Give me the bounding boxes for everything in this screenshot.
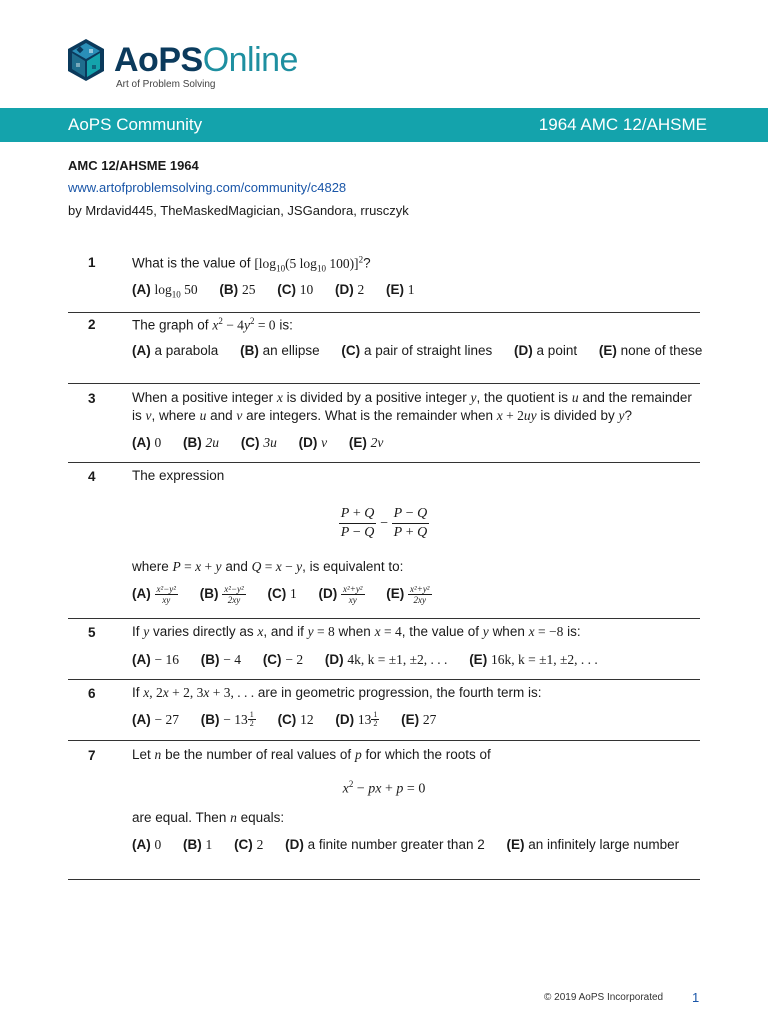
contest-heading: AMC 12/AHSME 1964: [68, 158, 199, 173]
problem-1-options: [132, 282, 433, 300]
contest-title: 1964 AMC 12/AHSME: [538, 115, 707, 134]
problem-2-options: [132, 343, 702, 358]
option-a: (A) a parabola: [132, 343, 219, 358]
copyright: © 2019 AoPS Incorporated: [544, 992, 664, 1003]
problem-number: 6: [88, 686, 96, 701]
option-b: (B) − 13 $\frac{1}{2}$: [200, 710, 254, 728]
option-b: (B) an ellipse: [240, 343, 320, 358]
authors-line: by Mrdavid445, TheMaskedMagician, JSGandora, rrusczyk: [68, 203, 409, 218]
problem-5-options: [132, 652, 616, 668]
option-a: (A) 0: [132, 435, 162, 450]
option-c: (C) a pair of straight lines: [341, 343, 493, 358]
logo-wordmark: AoPSOnline: [114, 41, 298, 79]
option-e: (E) 2v: [348, 435, 384, 450]
option-b: (B) 1: [183, 837, 213, 852]
problem-7-stem: Let n be the number of real values of p for which the roots of: [132, 747, 491, 762]
problem-number: 4: [88, 469, 96, 484]
page-number: 1: [692, 990, 700, 1005]
problem-number: 5: [88, 625, 96, 640]
problem-1-stem: What is the value of [$\log_{10}(5$ $\log_{10} 100)]^2$?: [132, 254, 371, 274]
option-e: (E) none of these: [598, 343, 703, 358]
option-e: (E) an infinitely large number: [506, 837, 680, 852]
option-d: (D) $\frac{\text{x²+y²}}{xy}$: [318, 584, 363, 605]
option-a: (A) − 27: [132, 712, 180, 727]
option-b: (B) − 4: [200, 652, 242, 667]
option-d: (D) a finite number greater than 2: [285, 837, 485, 852]
divider: [68, 312, 700, 313]
problem-6-options: [132, 711, 454, 728]
divider: [68, 383, 700, 384]
option-d: (D) 4k, k = ±1, ±2, . . .: [324, 652, 448, 667]
divider: [68, 679, 700, 680]
divider: [68, 462, 700, 463]
option-d: (D) a point: [514, 343, 578, 358]
problem-number: 2: [88, 317, 96, 332]
option-e: (E) 16k, k = ±1, ±2, . . .: [469, 652, 598, 667]
header-bar: [0, 108, 768, 142]
community-title[interactable]: AoPS Community: [68, 115, 203, 134]
option-a: (A) 0: [132, 837, 162, 852]
divider: [68, 740, 700, 741]
problem-4-options: [132, 584, 450, 605]
cube-logo-icon: [66, 37, 106, 83]
option-a: (A) − 16: [132, 652, 180, 667]
problem-7-options: [132, 837, 679, 853]
problem-number: 1: [88, 255, 96, 270]
problem-3-options: [132, 435, 401, 451]
option-a: (A) $\frac{\text{x²−y²}}{xy}$: [132, 584, 176, 605]
option-d: (D) v: [298, 435, 328, 450]
aops-logo: [66, 37, 316, 93]
problem-3-stem-line2: is v, where u and v are integers. What is the remainder when x + 2uy is divided by y?: [132, 408, 632, 423]
option-b: (B) 2u: [183, 435, 220, 450]
option-d: (D) 2: [334, 282, 365, 297]
option-e: (E) $\frac{\text{x²+y²}}{2xy}$: [386, 584, 430, 605]
problem-number: 7: [88, 748, 96, 763]
option-b: (B) 25: [219, 282, 256, 297]
problem-7-equation: $x^2$ − px + p = 0: [342, 779, 426, 797]
option-d: (D) 13 $\frac{1}{2}$: [335, 710, 378, 728]
option-e: (E) 27: [401, 712, 437, 727]
option-c: (C) − 2: [262, 652, 304, 667]
option-c: (C) 12: [277, 712, 314, 727]
divider: [68, 879, 700, 880]
option-b: (B) $\frac{\text{x²−y²}}{2xy}$: [199, 584, 244, 605]
problem-4-expression: $\frac{P + Q}{P - Q}$ − $\frac{P - Q}{P + Q}$: [340, 506, 428, 540]
option-c: (C) 10: [277, 282, 314, 297]
option-c: (C) 3u: [240, 435, 277, 450]
problem-6-stem: If x, 2x + 2, 3x + 3, . . . are in geometric progression, the fourth term is:: [132, 685, 542, 700]
community-link[interactable]: www.artofproblemsolving.com/community/c4828: [68, 180, 347, 195]
problem-4-stem: The expression: [132, 468, 225, 483]
problem-3-stem-line1: When a positive integer x is divided by a positive integer y, the quotient is u and the remainder: [132, 390, 692, 405]
option-e: (E) 1: [386, 282, 415, 297]
logo-tagline: Art of Problem Solving: [116, 79, 216, 90]
problem-2-stem: The graph of $x^2 - 4y^2 = 0$ is:: [132, 316, 293, 333]
problem-4-where: where P = x + y and Q = x − y, is equivalent to:: [132, 559, 404, 574]
divider: [68, 618, 700, 619]
option-c: (C) 1: [267, 586, 297, 602]
option-a: (A) $\log_{10} 50$: [132, 282, 198, 300]
problem-7-stem-end: are equal. Then n equals:: [132, 810, 285, 825]
option-c: (C) 2: [234, 837, 264, 852]
problem-5-stem: If y varies directly as x, and if y = 8 when x = 4, the value of y when x = −8 is:: [132, 624, 581, 639]
problem-number: 3: [88, 391, 96, 406]
